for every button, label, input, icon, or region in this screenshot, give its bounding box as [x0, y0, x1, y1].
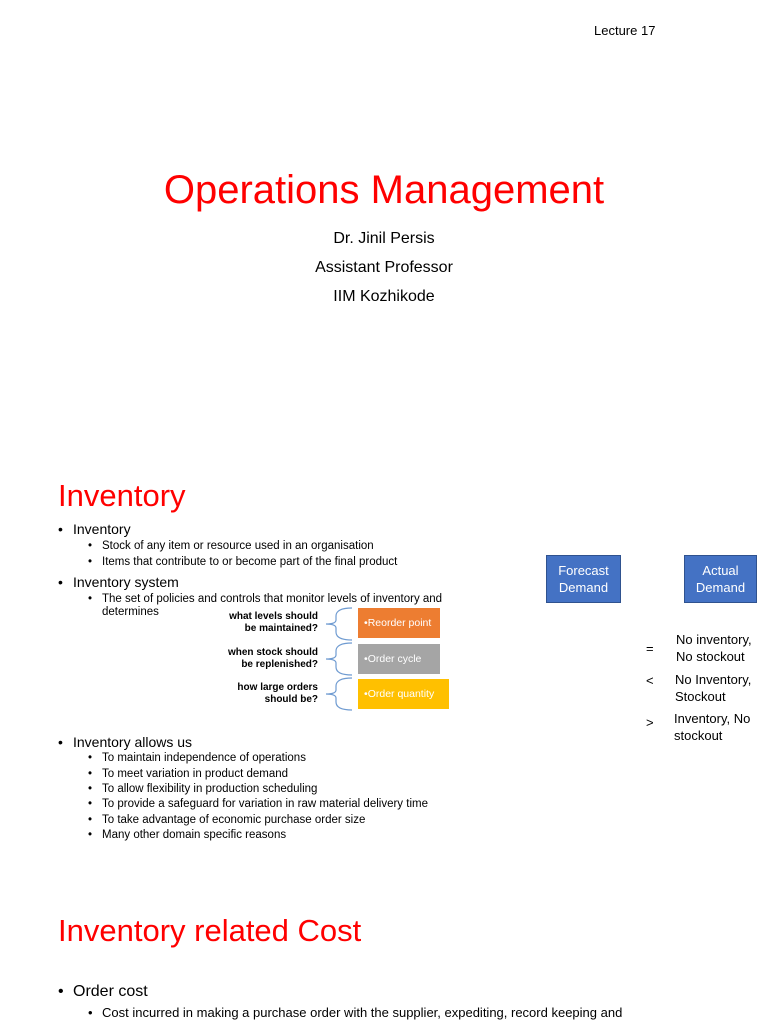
comparison-result: No inventory, No stockout — [676, 632, 752, 664]
comparison-operator: < — [646, 673, 654, 688]
bullet-order-cost: • Order cost — [73, 983, 148, 1001]
inventory-heading: Inventory — [58, 478, 186, 513]
brace-icon — [322, 641, 354, 677]
author-institution: IIM Kozhikode — [333, 288, 435, 305]
question-label: what levels should be maintained? — [229, 611, 318, 634]
author-position: Assistant Professor — [315, 259, 453, 276]
sub-bullet: • Stock of any item or resource used in an organisation — [102, 540, 374, 553]
actual-demand-box: Actual Demand — [684, 555, 757, 603]
brace-icon — [322, 676, 354, 712]
sub-bullet: • Items that contribute to or become part of the final product — [102, 556, 397, 569]
sub-bullet: • To take advantage of economic purchase order size — [102, 814, 365, 827]
bullet-inventory: • Inventory — [73, 521, 131, 537]
sub-bullet: • The set of policies and controls that monitor levels of inventory and determines — [102, 593, 482, 619]
bullet-inventory-system: • Inventory system — [73, 574, 179, 590]
lecture-number: Lecture 17 — [594, 23, 656, 38]
forecast-demand-box: Forecast Demand — [546, 555, 621, 603]
sub-bullet: • To meet variation in product demand — [102, 768, 288, 781]
sub-bullet: • To provide a safeguard for variation in raw material delivery time — [102, 798, 428, 811]
comparison-result: Inventory, No stockout — [674, 711, 751, 743]
comparison-operator: > — [646, 715, 654, 730]
reorder-point-box: • Reorder point — [358, 608, 440, 638]
bullet-inventory-allows: • Inventory allows us — [73, 734, 192, 750]
question-label: how large orders should be? — [237, 682, 318, 705]
cost-heading: Inventory related Cost — [58, 913, 362, 948]
sub-bullet: • Many other domain specific reasons — [102, 829, 286, 842]
sub-bullet: • Cost incurred in making a purchase order with the supplier, expediting, record keeping and — [102, 1006, 622, 1019]
sub-bullet: • To maintain independence of operations — [102, 752, 306, 765]
brace-icon — [322, 606, 354, 642]
comparison-operator: = — [646, 641, 654, 656]
slide-title: Operations Management — [163, 168, 605, 212]
comparison-result: No Inventory, Stockout — [675, 672, 752, 704]
order-quantity-box: • Order quantity — [358, 679, 449, 709]
sub-bullet: • To allow flexibility in production scheduling — [102, 783, 317, 796]
order-cycle-box: • Order cycle — [358, 644, 440, 674]
author-name: Dr. Jinil Persis — [333, 230, 435, 247]
question-label: when stock should be replenished? — [227, 647, 318, 670]
